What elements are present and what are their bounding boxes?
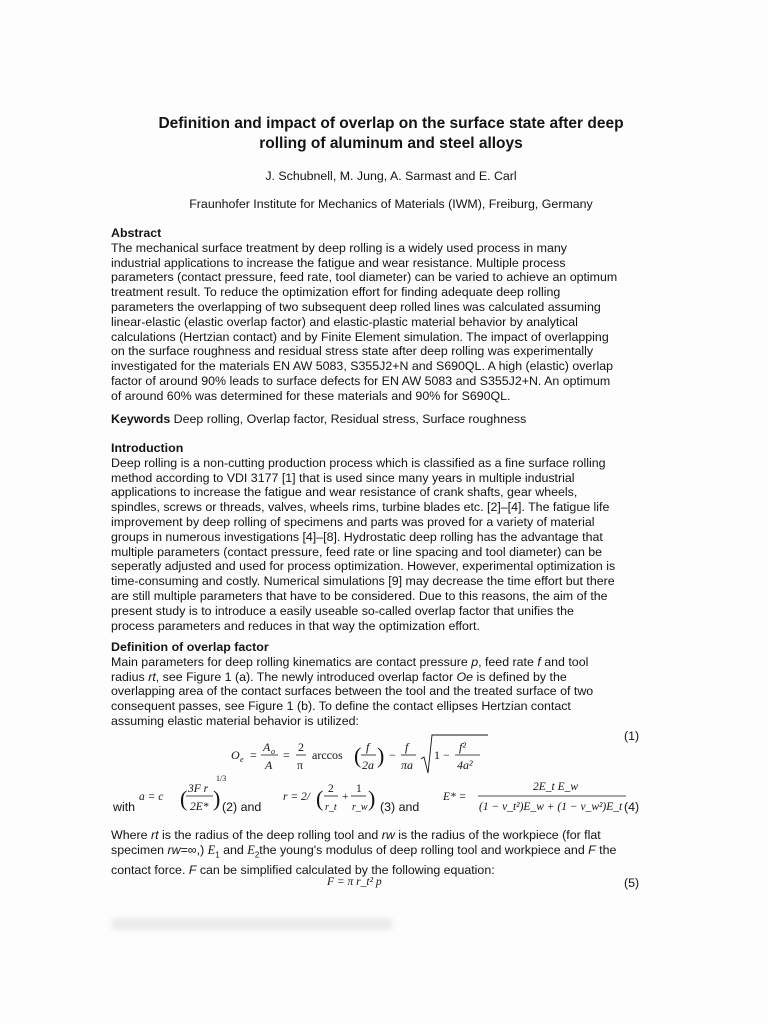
eq3-b-num: 1 bbox=[356, 783, 362, 795]
overlap-heading: Definition of overlap factor bbox=[111, 640, 269, 654]
abstract-body bbox=[111, 241, 651, 404]
abstract-line: calculations (Hertzian contact) and by Finite Element simulation. The impact of overlapping bbox=[111, 329, 609, 344]
eq1-f1-num: A bbox=[263, 740, 271, 754]
introduction-heading: Introduction bbox=[111, 441, 184, 455]
eq1-f3-den: πa bbox=[401, 758, 414, 772]
eq2-lparen: ( bbox=[180, 786, 188, 811]
eq1-sqrt bbox=[421, 735, 488, 773]
introduction-line: spindles, screws or threads, valves, wheels rims, turbine blades etc. [2]–[4]. The fatigue life bbox=[111, 500, 610, 515]
eq4-num: 2E_t E_w bbox=[533, 781, 579, 793]
where-line-1: Where rt is the radius of the deep rolling tool and rw is the radius of the workpiece (for flat bbox=[111, 828, 601, 842]
eq1-f2-den: π bbox=[297, 758, 304, 772]
eq2-exponent: 1/3 bbox=[216, 774, 227, 783]
where-line-3: contact force. F can be simplified calculated by the following equation: bbox=[111, 863, 495, 878]
eq2-rparen: ) bbox=[213, 786, 221, 811]
introduction-line: present study is to introduce a easily useable so-called overlap factor that unifies the bbox=[111, 603, 574, 618]
eq3-lhs: r = 2/ bbox=[283, 791, 310, 803]
eq1-arccos: arccos bbox=[312, 748, 343, 762]
eq3-rparen: ) bbox=[368, 786, 376, 811]
introduction-section bbox=[111, 441, 651, 633]
abstract-line: linear-elastic (elastic overlap factor) and elastic-plastic material behavior by analytical bbox=[111, 314, 578, 329]
abstract-line: parameters the overlapping of two subsequent deep rolled lines was calculated assuming bbox=[111, 299, 601, 314]
abstract-line: factor of around 90% leads to surface defects for EN AW 5083 and S355J2+N. An optimum bbox=[111, 373, 611, 388]
where-paragraph bbox=[111, 828, 651, 878]
equation-5: F = π r_t² p bbox=[327, 876, 382, 888]
eq1-f1-den: A bbox=[265, 758, 273, 772]
abstract-line: on the surface roughness and residual stress state after deep rolling was experimentally bbox=[111, 344, 594, 359]
introduction-line: Deep rolling is a non-cutting production process which is classified as a fine surface rolling bbox=[111, 455, 606, 470]
introduction-line: applications to increase the fatigue and wear resistance of crank shafts, gear wheels, bbox=[111, 485, 578, 500]
keywords-line bbox=[111, 412, 651, 426]
abstract-line: industrial applications to increase the fatigue and wear resistance. Multiple process bbox=[111, 255, 566, 270]
eq3-number: (3) and bbox=[380, 800, 420, 814]
abstract-line: parameters (contact pressure, feed rate, tool diameter) can be varied to achieve an optimum bbox=[111, 270, 618, 285]
eq1-minus: − bbox=[389, 748, 396, 762]
where-line-2: specimen rw=∞,) $E_1$ and $E_2the$ young's modulus of deep rolling tool and workpiece and F the bbox=[111, 842, 617, 860]
eq5-number: (5) bbox=[624, 876, 640, 890]
eq1-inner-num: f bbox=[366, 740, 370, 754]
introduction-line: improvement by deep rolling of specimens and parts was proved for a variety of material bbox=[111, 514, 595, 529]
eq3-lparen: ( bbox=[316, 786, 324, 811]
authors: J. Schubnell, M. Jung, A. Sarmast and E. Carl bbox=[265, 169, 517, 183]
eq3-b-den: r_w bbox=[352, 802, 368, 813]
with-label: with bbox=[113, 800, 136, 814]
eq1-sqrt-one: 1 − bbox=[434, 748, 450, 762]
eq1-lhs: O bbox=[231, 748, 240, 762]
abstract-line: treatment result. To reduce the optimization effort for finding adequate deep rolling bbox=[111, 285, 561, 300]
eq1-f1-num-sub: o bbox=[271, 747, 275, 756]
eq1-number: (1) bbox=[624, 729, 640, 743]
introduction-line: multiple parameters (contact pressure, feed rate or line spacing and tool diameter) can be bbox=[111, 544, 603, 559]
overlap-line-1: Main parameters for deep rolling kinematics are contact pressure p, feed rate f and tool bbox=[111, 654, 589, 669]
title-line-2: rolling of aluminum and steel alloys bbox=[259, 135, 523, 152]
eq3-a-num: 2 bbox=[328, 783, 334, 795]
eq1-eq-1: = bbox=[250, 748, 257, 762]
eq4-lhs: E* = bbox=[443, 791, 467, 803]
eq4-den: (1 − ν_t²)E_w + (1 − ν_w²)E_t bbox=[479, 801, 623, 813]
eq1-lparen: ( bbox=[354, 743, 362, 768]
keywords-text: Deep rolling, Overlap factor, Residual stress, Surface roughness bbox=[170, 412, 527, 426]
abstract-line: investigated for the materials EN AW 5083, S355J2+N and S690QL. A high (elastic) overlap bbox=[111, 359, 613, 374]
title-line-1: Definition and impact of overlap on the surface state after deep bbox=[158, 115, 624, 132]
eq1-sqrt-num: f² bbox=[459, 740, 466, 754]
eq2-number: (2) and bbox=[222, 800, 262, 814]
introduction-line: are still multiple parameters that have to be considered. Due to this reasons, the aim of the bbox=[111, 588, 608, 603]
eq4-number: (4) bbox=[624, 800, 640, 814]
eq1-inner-den: 2a bbox=[362, 758, 374, 772]
paper-title bbox=[100, 114, 682, 154]
eq1-lhs-sub: e bbox=[240, 755, 244, 764]
equation-2-svg bbox=[139, 776, 219, 816]
eq2-den: 2E* bbox=[190, 801, 209, 813]
abstract-section bbox=[111, 226, 651, 404]
equation-4-svg bbox=[443, 774, 628, 814]
affiliation: Fraunhofer Institute for Mechanics of Materials (IWM), Freiburg, Germany bbox=[189, 197, 593, 211]
eq1-f3-num: f bbox=[405, 740, 409, 754]
eq3-a-den: r_t bbox=[325, 802, 337, 813]
abstract-line: The mechanical surface treatment by deep rolling is a widely used process in many bbox=[111, 240, 567, 255]
introduction-body bbox=[111, 456, 651, 634]
introduction-line: process parameters and reduces in that way the optimization effort. bbox=[111, 618, 480, 633]
equation-3-svg bbox=[283, 776, 378, 816]
eq1-f2-num: 2 bbox=[298, 740, 304, 754]
overlap-line-2: radius rt, see Figure 1 (a). The newly introduced overlap factor Oe is defined by the bbox=[111, 669, 567, 684]
abstract-heading: Abstract bbox=[111, 226, 162, 240]
eq1-eq-2: = bbox=[283, 748, 290, 762]
introduction-line: seperatly adjusted and used for process optimization. However, experimental optimization is bbox=[111, 559, 616, 574]
introduction-line: groups in numerous investigations [4]–[8]. Hydrostatic deep rolling has the advantage that bbox=[111, 529, 603, 544]
equation-1-svg bbox=[230, 733, 490, 775]
eq2-num: 3F r bbox=[188, 783, 209, 795]
overlap-line-5: assuming elastic material behavior is utilized: bbox=[111, 713, 359, 728]
introduction-line: time-consuming and costly. Numerical simulations [9] may decrease the time effort but there bbox=[111, 574, 615, 589]
overlap-section bbox=[111, 640, 651, 729]
eq3-plus: + bbox=[342, 791, 349, 803]
eq1-sqrt-den: 4a² bbox=[457, 758, 473, 772]
eq1-rparen: ) bbox=[377, 743, 385, 768]
eq2-lhs: a = c bbox=[139, 791, 164, 803]
blurred-footer-text bbox=[112, 918, 392, 930]
overlap-line-4: consequent passes, see Figure 1 (b). To define the contact ellipses Hertzian contact bbox=[111, 699, 571, 714]
abstract-line: of around 60% was determined for these materials and 90% for S690QL. bbox=[111, 388, 511, 403]
keywords-label: Keywords bbox=[111, 412, 171, 426]
introduction-line: method according to VDI 3177 [1] that is used since many years in multiple industrial bbox=[111, 470, 575, 485]
overlap-line-3: overlapping area of the contact surfaces between the tool and the treated surface of two bbox=[111, 684, 594, 699]
